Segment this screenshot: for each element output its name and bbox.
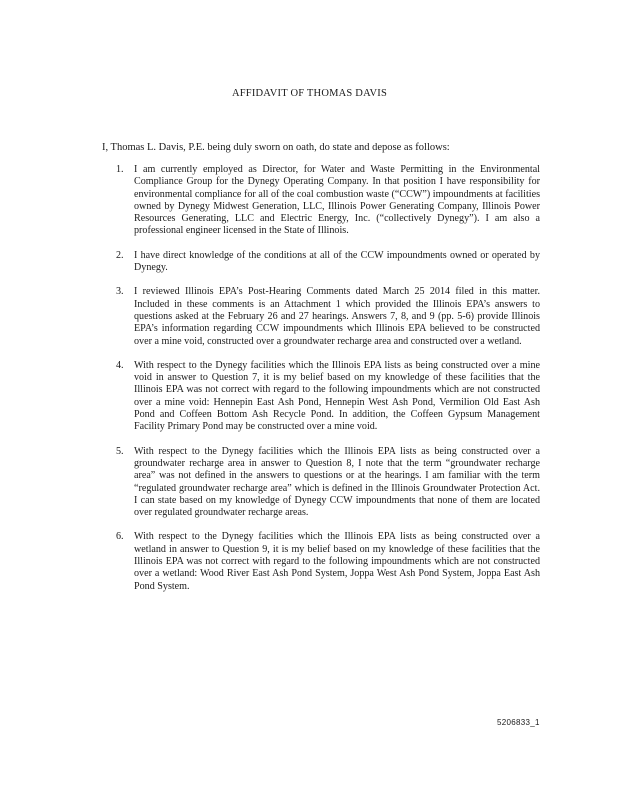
list-item-number: 5. (116, 445, 124, 457)
document-title: AFFIDAVIT OF THOMAS DAVIS (231, 88, 388, 99)
list-item (106, 531, 540, 592)
list-item-text: I reviewed Illinois EPA’s Post-Hearing Comments dated March 25 2014 filed in this matter. Included in these comments is an Attachment 1 which provided the Illinois EPA’s answers to questions asked at the February 26 and 27 hearings. Answers 7, 8, and 9 (pp. 5-6) provide Illinois EPA’s information regarding CCW impoundments which Illinois EPA believed to be constructed over a mine void, constructed over a groundwater recharge area and constructed over a wetland. (134, 286, 540, 347)
numbered-list (106, 164, 540, 593)
list-item-number: 3. (116, 286, 124, 298)
document-id-code: 5206833_1 (497, 718, 540, 727)
list-item (106, 360, 540, 434)
list-item-number: 1. (116, 164, 124, 175)
list-item-text: I am currently employed as Director, for Water and Waste Permitting in the Environmental Compliance Group for the Dynegy Operating Company. In that position I have responsibility for environmental compliance for all of the coal combustion waste (“CCW”) impoundments at facilities owned by Dynegy Midwest Generation, LLC, Illinois Power Generating Company, Illinois Power Resources Generating, LLC and Electric Energy, Inc. (“collectively Dynegy”). I am also a professional engineer licensed in the State of Illinois. (134, 164, 540, 237)
list-item-number: 4. (116, 359, 124, 371)
list-item (106, 164, 540, 238)
list-item-number: 6. (116, 531, 124, 543)
list-item-text: With respect to the Dynegy facilities which the Illinois EPA lists as being constructed over a groundwater recharge area in answer to Question 8, I note that the term “groundwater recharge area” was not defined in the answers to questions or at the hearings. I am familiar with the term “regulated groundwater recharge area” which is defined in the Illinois Groundwater Protection Act. I can state based on my knowledge of Dynegy CCW impoundments that none of them are located over regulated groundwater recharge areas. (134, 445, 540, 519)
list-item-text: With respect to the Dynegy facilities which the Illinois EPA lists as being constructed over a mine void in answer to Question 7, it is my belief based on my knowledge of these facilities that the Illinois EPA was not correct with regard to the following impoundments which are not constructed over a mine void: Hennepin East Ash Pond, Hennepin West Ash Pond, Vermilion Old East Ash Pond and Coffeen Bottom Ash Recycle Pond. In addition, the Coffeen Gypsum Management Facility Primary Pond may be constructed over a mine void. (134, 359, 540, 433)
list-item-text: With respect to the Dynegy facilities which the Illinois EPA lists as being constructed over a wetland in answer to Question 9, it is my belief based on my knowledge of these facilities that the Illinois EPA was not correct with regard to the following impoundments which are not constructed over a wetland: Wood River East Ash Pond System, Joppa West Ash Pond System, Joppa East Ash Pond System. (134, 531, 540, 592)
list-item (106, 446, 540, 520)
list-item-text: I have direct knowledge of the conditions at all of the CCW impoundments owned or operated by Dynegy. (134, 249, 540, 274)
list-item (106, 286, 540, 347)
list-item-number: 2. (116, 249, 124, 261)
list-item (106, 250, 540, 275)
intro-paragraph: I, Thomas L. Davis, P.E. being duly sworn on oath, do state and depose as follows: (102, 142, 450, 153)
